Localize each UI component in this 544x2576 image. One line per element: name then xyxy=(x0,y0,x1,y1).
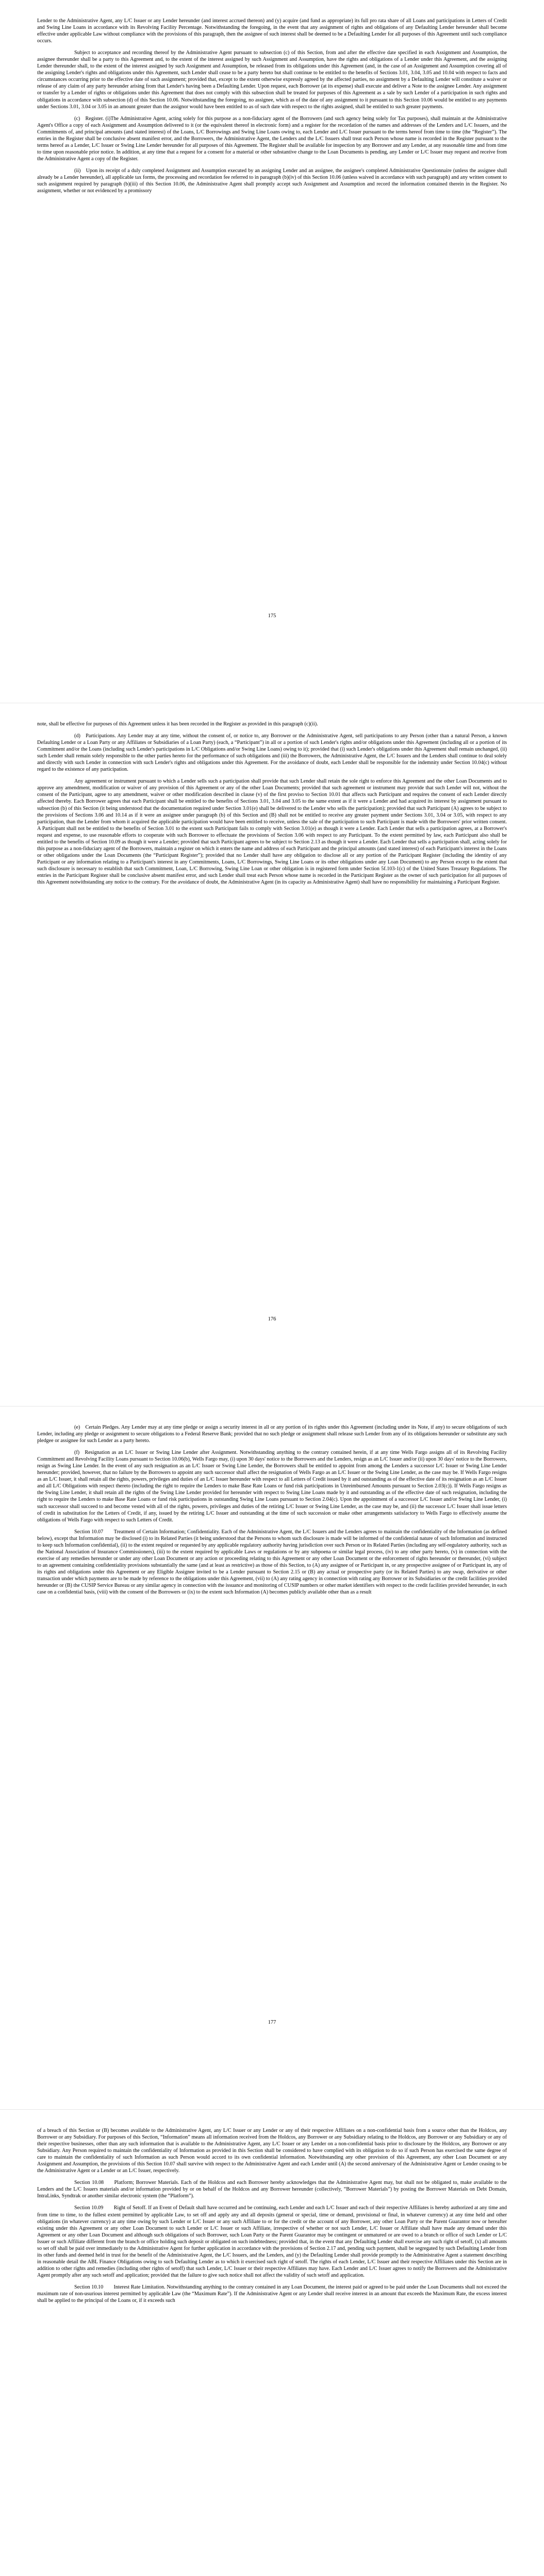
page-number: 175 xyxy=(268,613,276,619)
body-paragraph: Subject to acceptance and recording thereof by the Administrative Agent pursuant to subsection (c) of this Section, from and after the effective date specified in each Assignment and Assumption, the assignee thereunder shall be a party to this Agreement and, to the extent of the interest assigned by such Assignment and Assumption, have the rights and obligations of a Lender under this Agreement, and the assigning Lender thereunder shall, to the extent of the interest assigned by such Assignment and Assumption, be released from its obligations under this Agreement (and, in the case of an Assignment and Assumption covering all of the assigning Lender's rights and obligations under this Agreement, such Lender shall cease to be a party hereto but shall continue to be entitled to the benefits of Sections 3.01, 3.04, 3.05 and 10.04 with respect to facts and circumstances occurring prior to the effective date of such assignment; provided that, except to the extent otherwise expressly agreed by the affected parties, no assignment by a Defaulting Lender will constitute a waiver or release of any claim of any party hereunder arising from that Lender's having been a Defaulting Lender. Upon request, each Borrower (at its expense) shall execute and deliver a Note to the assignee Lender. Any assignment or transfer by a Lender of rights or obligations under this Agreement that does not comply with this subsection shall be treated for purposes of this Agreement as a sale by such Lender of a participation in such rights and obligations in accordance with subsection (d) of this Section 10.06. Notwithstanding the foregoing, no assignee, which as of the date of any assignment to it pursuant to this Section 10.06 would be entitled to any payments under Sections 3.01, 3.04 or 3.05 in an amount greater than the assignor would have been entitled to as of such date with respect to the rights assigned, shall be entitled to such greater payments. xyxy=(37,50,507,110)
page-body xyxy=(37,721,507,891)
body-paragraph: note, shall be effective for purposes of this Agreement unless it has been recorded in the Register as provided in this paragraph (c)(ii). xyxy=(37,721,318,727)
section-10-09-paragraph: Section 10.09 Right of Setoff. If an Event of Default shall have occurred and be continuing, each Lender and each L/C Issuer and each of their respective Affiliates is hereby authorized at any time and from time to time, to the fullest extent permitted by applicable Law, to set off and apply any and all deposits (general or special, time or demand, provisional or final, in whatever currency) at any time held and other obligations (in whatever currency) at any time owing by such Lender or L/C Issuer or any such Affiliate to or for the credit or the account of any Borrower, any other Loan Party or the Parent Guarantor now or hereafter existing under this Agreement or any other Loan Document to such Lender or L/C Issuer or such Affiliate, irrespective of whether or not such Lender, L/C Issuer or Affiliate shall have made any demand under this Agreement or any other Loan Document and although such obligations of such Borrower, such Loan Party or the Parent Guarantor may be contingent or unmatured or are owed to a branch or office of such Lender or L/C Issuer or such Affiliate different from the branch or office holding such deposit or obligated on such indebtedness; provided that, in the event that any Defaulting Lender shall exercise any such right of setoff, (x) all amounts so set off shall be paid over immediately to the Administrative Agent for further application in accordance with the provisions of Section 2.17 and, pending such payment, shall be segregated by such Defaulting Lender from its other funds and deemed held in trust for the benefit of the Administrative Agent, the L/C Issuers, and the Lenders, and (y) the Defaulting Lender shall provide promptly to the Administrative Agent a statement describing in reasonable detail the ABL Finance Obligations owing to such Defaulting Lender as to which it exercised such right of setoff. The rights of each Lender, L/C Issuer and their respective Affiliates under this Section are in addition to other rights and remedies (including other rights of setoff) that such Lender, L/C Issuer or their respective Affiliates may have. Each Lender and L/C Issuer agrees to notify the Borrowers and the Administrative Agent promptly after any such setoff and application; provided that the failure to give such notice shall not affect the validity of such setoff and application. xyxy=(37,2205,507,2278)
section-10-08-paragraph: Section 10.08 Platform; Borrower Materials. Each of the Holdcos and each Borrower hereby acknowledges that the Administrative Agent may, but shall not be obligated to, make available to the Lenders and the L/C Issuers materials and/or information provided by or on behalf of the Holdcos and any Borrower hereunder (collectively, “Borrower Materials”) by posting the Borrower Materials on Debt Domain, IntraLinks, Syndtrak or another similar electronic system (the “Platform”). xyxy=(37,2180,507,2199)
resignation-paragraph: (f) Resignation as an L/C Issuer or Swing Line Lender after Assignment. Notwithstanding anything to the contrary contained herein, if at any time Wells Fargo assigns all of its Revolving Facility Commitment and Revolving Facility Loans pursuant to Section 10.06(b), Wells Fargo may, (i) upon 30 days' notice to the Borrowers and the Lenders, resign as an L/C Issuer and/or (ii) upon 30 days' notice to the Borrowers, resign as Swing Line Lender. In the event of any such resignation as an L/C Issuer or Swing Line Lender, the Borrowers shall be entitled to appoint from among the Lenders a successor L/C Issuer or Swing Line Lender hereunder; provided, however, that no failure by the Borrowers to appoint any such successor shall affect the resignation of Wells Fargo as an L/C Issuer or the Swing Line Lender, as the case may be. If Wells Fargo resigns as an L/C Issuer, it shall retain all the rights, powers, privileges and duties of an L/C Issuer hereunder with respect to all Letters of Credit issued by it and outstanding as of the effective date of its resignation as an L/C Issuer and all L/C Obligations with respect thereto (including the right to require the Lenders to make Base Rate Loans or fund risk participations in Unreimbursed Amounts pursuant to Section 2.03(c)). If Wells Fargo resigns as the Swing Line Lender, it shall retain all the rights of the Swing Line Lender provided for hereunder with respect to Swing Line Loans made by it and outstanding as of the effective date of such resignation, including the right to require the Lenders to make Base Rate Loans or fund risk participations in outstanding Swing Line Loans pursuant to Section 2.04(c). Upon the appointment of a successor L/C Issuer and/or Swing Line Lender, (i) such successor shall succeed to and become vested with all of the rights, powers, privileges and duties of the retiring L/C Issuer or Swing Line Lender, as the case may be, and (ii) the successor L/C Issuer shall issue letters of credit in substitution for the Letters of Credit, if any, issued by the retiring L/C Issuer and outstanding at the time of such succession or make other arrangements satisfactory to Wells Fargo to effectively assume the obligations of Wells Fargo with respect to such Letters of Credit. xyxy=(37,1450,507,1523)
section-10-07-paragraph: Section 10.07 Treatment of Certain Information; Confidentiality. Each of the Administrative Agent, the L/C Issuers and the Lenders agrees to maintain the confidentiality of the Information (as defined below), except that Information may be disclosed (i) to its Related Parties (it being understood that the Persons to whom such disclosure is made will be informed of the confidential nature of such Information and instructed to keep such Information confidential), (ii) to the extent required or requested by any applicable regulatory authority having jurisdiction over such Person or its Related Parties (including any self-regulatory authority, such as the National Association of Insurance Commissioners), (iii) to the extent required by applicable Laws or regulations or by any subpoena or similar legal process, (iv) to any other party hereto, (v) in connection with the exercise of any remedies hereunder or under any other Loan Document or any action or proceeding relating to this Agreement or any other Loan Document or the enforcement of rights hereunder or thereunder, (vi) subject to an agreement containing confidentiality provisions substantially the same (and at least as restrictive) as those of this Section, to (A) any assignee of or Participant in, or any prospective assignee of or Participant in, any of its rights and obligations under this Agreement or any Eligible Assignee invited to be a Lender pursuant to Section 2.15 or (B) any actual or prospective party (or its Related Parties) to any swap, derivative or other transaction under which payments are to be made by reference to the obligations under this Agreement, (vii) to (A) any rating agency in connection with rating any Borrower or its Subsidiaries or the credit facilities provided hereunder or (B) the CUSIP Service Bureau or any similar agency in connection with the issuance and monitoring of CUSIP numbers or other market identifiers with respect to the credit facilities provided hereunder, in each case on a confidential basis, (viii) with the consent of the Borrowers or (ix) to the extent such Information (A) becomes publicly available other than as a result xyxy=(37,1529,507,1596)
page-body xyxy=(37,18,507,199)
body-paragraph: Lender to the Administrative Agent, any L/C Issuer or any Lender hereunder (and interest accrued thereon) and (y) acquire (and fund as appropriate) its full pro rata share of all Loans and participations in Letters of Credit and Swing Line Loans in accordance with its Revolving Facility Percentage. Notwithstanding the foregoing, in the event that any assignment of rights and obligations of any Defaulting Lender hereunder shall become effective under applicable Law without compliance with the provisions of this paragraph, then the assignee of such interest shall be deemed to be a Defaulting Lender for all purposes of this Agreement until such compliance occurs. xyxy=(37,18,507,44)
document-page-177 xyxy=(0,1406,544,2110)
participations-paragraph: (d) Participations. Any Lender may at any time, without the consent of, or notice to, any Borrower or the Administrative Agent, sell participations to any Person (other than a natural Person, a known Defaulting Lender or a Loan Party or any Affiliates or Subsidiaries of a Loan Party) (each, a “Participant”) in all or a portion of such Lender's rights and/or obligations under this Agreement (including all or a portion of its Commitment and/or the Loans (including such Lender's participations in L/C Obligations and/or Swing Line Loans) owing to it); provided that (i) such Lender's obligations under this Agreement shall remain unchanged, (ii) such Lender shall remain solely responsible to the other parties hereto for the performance of such obligations and (iii) the Borrowers, the Administrative Agent, the L/C Issuers and the Lenders shall continue to deal solely and directly with such Lender in connection with such Lender's rights and obligations under this Agreement. For the avoidance of doubt, each Lender shall be responsible for the indemnity under Section 10.04(c) without regard to the existence of any participation. xyxy=(37,733,507,773)
body-paragraph: of a breach of this Section or (B) becomes available to the Administrative Agent, any L/C Issuer or any Lender or any of their respective Affiliates on a non-confidential basis from a source other than the Holdcos, any Borrower or any Subsidiary. For purposes of this Section, “Information” means all information received from the Holdcos, any Borrower or any Subsidiary relating to the Holdcos, any Borrower or any Subsidiary or any of their respective businesses, other than any such information that is available to the Administrative Agent, any L/C Issuer or any Lender on a non-confidential basis prior to disclosure by the Holdcos, any Borrower or any Subsidiary. Any Person required to maintain the confidentiality of Information as provided in this Section shall be considered to have complied with its obligation to do so if such Person has exercised the same degree of care to maintain the confidentiality of such Information as such Person would accord to its own confidential information. Notwithstanding any other provision of this Agreement, any other Loan Document or any Assignment and Assumption, the provisions of this Section 10.07 shall survive with respect to the Administrative Agent and each Lender until (A) the second anniversary of the Administrative Agent or Lender ceasing to be the Administrative Agent or a Lender or an L/C Issuer, respectively. xyxy=(37,2128,507,2174)
body-paragraph: (ii) Upon its receipt of a duly completed Assignment and Assumption executed by an assigning Lender and an assignee, the assignee's completed Administrative Questionnaire (unless the assignee shall already be a Lender hereunder), all applicable tax forms, the processing and recordation fee referred to in paragraph (b)(iv) of this Section 10.06 (unless waived in accordance with such paragraph) and any written consent to such assignment required by paragraph (b)(iii) of this Section 10.06, the Administrative Agent shall promptly accept such Assignment and Assumption and record the information contained therein in the Register. No assignment, whether or not evidenced by a promissory xyxy=(37,167,507,194)
page-body xyxy=(37,1424,507,1601)
register-paragraph: (c) Register. (i)The Administrative Agent, acting solely for this purpose as a non-fiduciary agent of the Borrowers (and such agency being solely for Tax purposes), shall maintain at the Administrative Agent's Office a copy of each Assignment and Assumption delivered to it (or the equivalent thereof in electronic form) and a register for the recordation of the names and addresses of the Lenders and L/C Issuers, and the Commitments of, and principal amounts (and stated interest) of the Loans, L/C Borrowings and Swing Line Loans owing to, each Lender and L/C Issuer pursuant to the terms hereof from time to time (the “Register”). The entries in the Register shall be conclusive absent manifest error, and the Borrowers, the Administrative Agent, the Lenders and the L/C Issuers shall treat each Person whose name is recorded in the Register pursuant to the terms hereof as a Lender, L/C Issuer or Swing Line Lender hereunder for all purposes of this Agreement. The Register shall be available for inspection by any Borrower and any Lender, at any reasonable time and from time to time upon reasonable prior notice. In addition, at any time that a request for a consent for a material or other substantive change to the Loan Documents is pending, any Lender or L/C Issuer may request and receive from the Administrative Agent a copy of the Register. xyxy=(37,115,507,162)
certain-pledges-paragraph: (e) Certain Pledges. Any Lender may at any time pledge or assign a security interest in all or any portion of its rights under this Agreement (including under its Note, if any) to secure obligations of such Lender, including any pledge or assignment to secure obligations to a Federal Reserve Bank; provided that no such pledge or assignment shall release such Lender from any of its obligations hereunder or substitute any such pledgee or assignee for such Lender as a party hereto. xyxy=(37,1425,507,1444)
document-page-178 xyxy=(0,2110,544,2576)
document-page-175 xyxy=(0,0,544,703)
page-number: 177 xyxy=(268,2020,276,2025)
document-page-176 xyxy=(0,703,544,1406)
body-paragraph: Any agreement or instrument pursuant to which a Lender sells such a participation shall provide that such Lender shall retain the sole right to enforce this Agreement and the other Loan Documents and to approve any amendment, modification or waiver of any provision of this Agreement or any of the other Loan Documents; provided that such agreement or instrument may provide that such Lender will not, without the consent of the Participant, agree to any amendment, waiver or other modification described in clause (v) of the first proviso to Section 10.01 that affects such Participant and requires the consent of each Lender directly affected thereby. Each Borrower agrees that each Participant shall be entitled to the benefits of Sections 3.01, 3.04 and 3.05 to the same extent as if it were a Lender and had acquired its interest by assignment pursuant to subsection (b) of this Section (it being understood that the documentation required under Section 3.01(e) shall be delivered to the Lender who sells the participation); provided that such Participant (A) agrees to be subject to the provisions of Sections 3.06 and 10.14 as if it were an assignee under paragraph (b) of this Section and (B) shall not be entitled to receive any greater payment under Sections 3.01, 3.04 or 3.05, with respect to any participation, than the Lender from whom it acquired the applicable participation would have been entitled to receive, unless the sale of the participation to such Participant is made with the Borrowers' prior written consent. A Participant shall not be entitled to the benefits of Section 3.01 to the extent such Participant fails to comply with Section 3.01(e) as though it were a Lender. Each Lender that sells a participation agrees, at a Borrower's request and expense, to use reasonable efforts to cooperate with such Borrower to effectuate the provisions of Section 3.06 with respect to any Participant. To the extent permitted by law, each Participant also shall be entitled to the benefits of Section 10.09 as though it were a Lender; provided that such Participant agrees to be subject to Section 2.13 as though it were a Lender. Each Lender that sells a participation shall, acting solely for this purpose as a non-fiduciary agent of the Borrowers, maintain a register on which it enters the name and address of each Participant and the principal amounts (and stated interest) of each Participant's interest in the Loans or other obligations under the Loan Documents (the “Participant Register”); provided that no Lender shall have any obligation to disclose all or any portion of the Participant Register (including the identity of any Participant or any information relating to a Participant's interest in any Commitments, Loans, L/C Borrowings, Swing Line Loans or its other obligations under any Loan Document) to any Person except to the extent that such disclosure is necessary to establish that such Commitment, Loan, L/C Borrowing, Swing Line Loan or other obligation is in registered form under Section 5f.103-1(c) of the United States Treasury Regulations. The entries in the Participant Register shall be conclusive absent manifest error, and such Lender shall treat each Person whose name is recorded in the Participant Register as the owner of such participation for all purposes of this Agreement notwithstanding any notice to the contrary. For the avoidance of doubt, the Administrative Agent (in its capacity as Administrative Agent) shall have no responsibility for maintaining a Participant Register. xyxy=(37,778,507,886)
section-10-10-paragraph: Section 10.10 Interest Rate Limitation. Notwithstanding anything to the contrary contained in any Loan Document, the interest paid or agreed to be paid under the Loan Documents shall not exceed the maximum rate of non-usurious interest permitted by applicable Law (the “Maximum Rate”). If the Administrative Agent or any Lender shall receive interest in an amount that exceeds the Maximum Rate, the excess interest shall be applied to the principal of the Loans or, if it exceeds such xyxy=(37,2284,507,2304)
page-number: 176 xyxy=(268,1316,276,1322)
page-body xyxy=(37,2127,507,2309)
